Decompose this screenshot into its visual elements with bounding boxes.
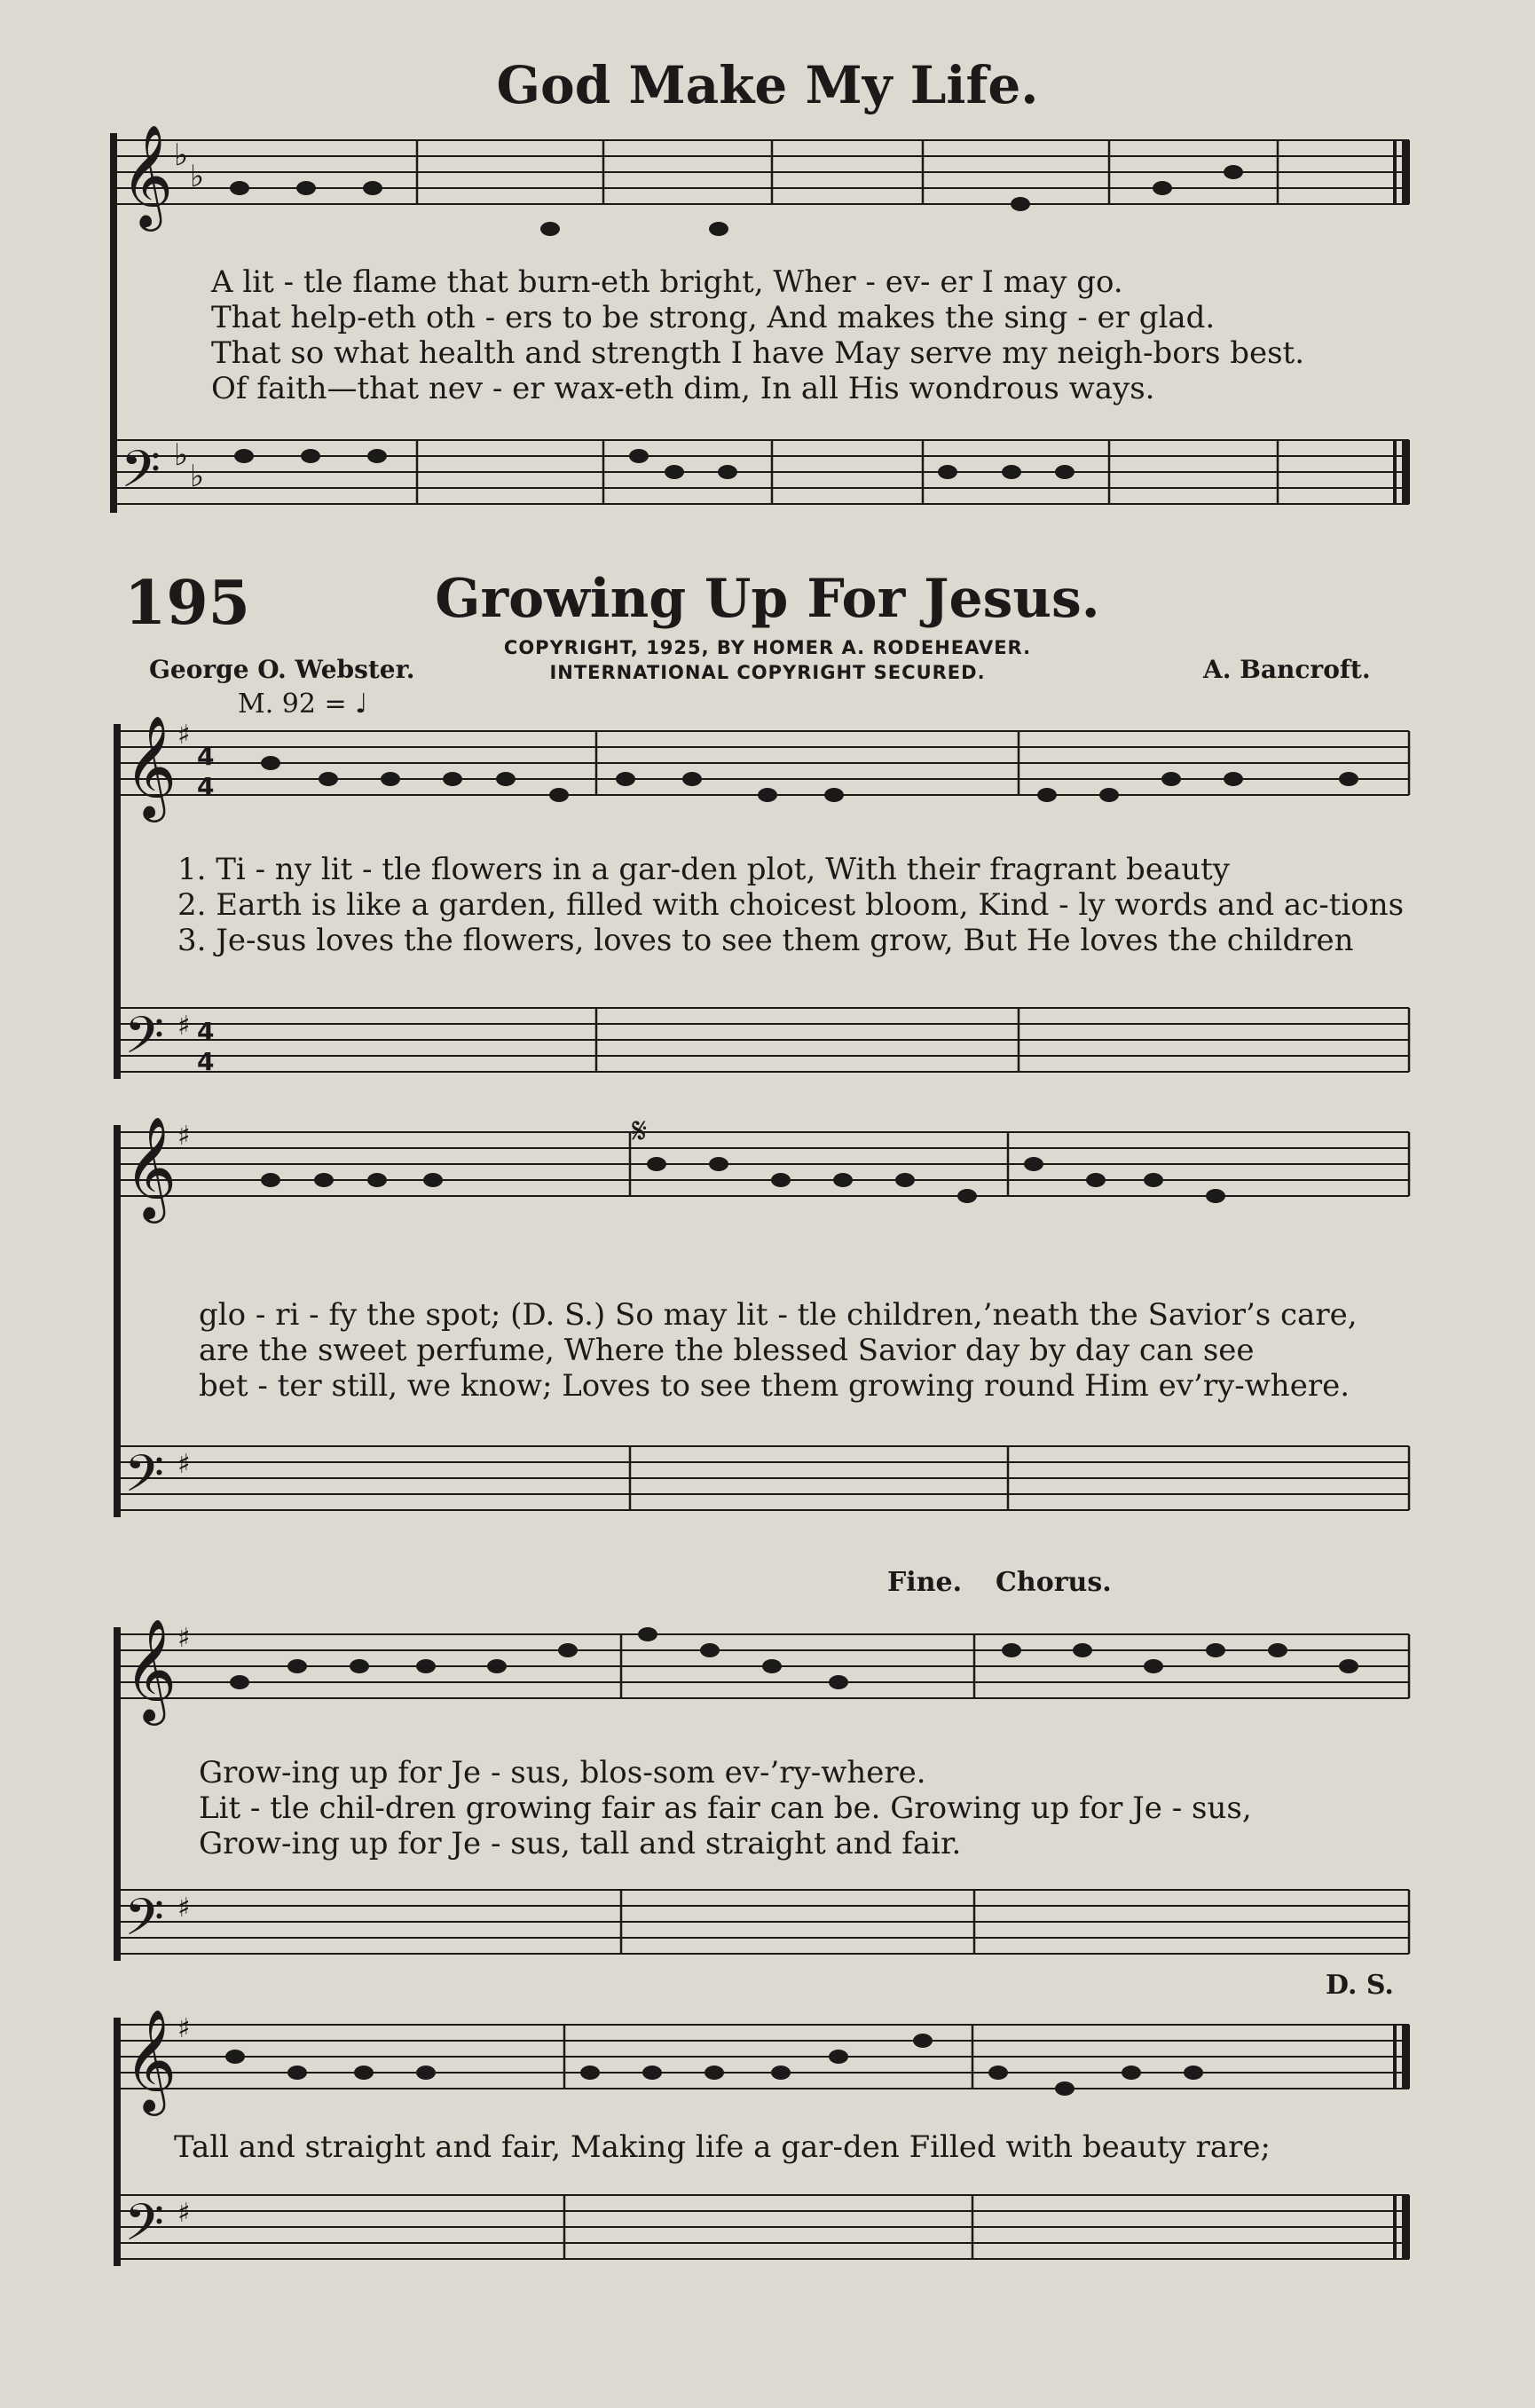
lyricist: George O. Webster. <box>149 655 415 684</box>
prev-verse-4: Of faith—that nev - er wax-eth dim, In all His wondrous ways. <box>211 371 1155 406</box>
svg-text:♯: ♯ <box>177 1449 191 1480</box>
previous-hymn-title: God Make My Life. <box>496 55 1039 115</box>
copyright-line-1: COPYRIGHT, 1925, BY HOMER A. RODEHEAVER. <box>503 637 1032 658</box>
svg-text:♯: ♯ <box>177 1623 191 1654</box>
svg-text:4: 4 <box>197 1017 215 1046</box>
svg-text:𝄢: 𝄢 <box>124 2192 165 2265</box>
svg-text:4: 4 <box>197 742 215 771</box>
system4-verse-1: Tall and straight and fair, Making life a gar-den Filled with beauty rare; <box>174 2129 1271 2165</box>
system1-verse-3: 3. Je-sus loves the flowers, loves to see them grow, But He loves the children <box>177 923 1354 958</box>
svg-text:𝄞: 𝄞 <box>124 1617 177 1721</box>
ds-label: D. S. <box>1326 1970 1394 2001</box>
svg-text:♭: ♭ <box>190 159 205 194</box>
svg-text:♭: ♭ <box>174 138 189 173</box>
system2-verse-2: are the sweet perfume, Where the blessed Savior day by day can see <box>199 1333 1255 1368</box>
system3-verse-3: Grow-ing up for Je - sus, tall and straight and fair. <box>199 1826 962 1861</box>
prev-verse-2: That help-eth oth - ers to be strong, And makes the sing - er glad. <box>211 300 1216 335</box>
svg-text:𝄢: 𝄢 <box>124 1005 165 1078</box>
svg-text:𝄞: 𝄞 <box>124 714 177 818</box>
svg-text:𝄢: 𝄢 <box>124 1444 165 1516</box>
system2-verse-1: glo - ri - fy the spot; (D. S.) So may lit - tle children,’neath the Savior’s care, <box>199 1297 1358 1333</box>
hymn-title: Growing Up For Jesus. <box>435 568 1100 630</box>
svg-text:𝄋: 𝄋 <box>632 1111 648 1152</box>
svg-text:♯: ♯ <box>177 2198 191 2229</box>
svg-text:♯: ♯ <box>177 720 191 751</box>
svg-text:♭: ♭ <box>174 437 189 473</box>
svg-text:𝄞: 𝄞 <box>121 123 174 227</box>
svg-text:♭: ♭ <box>190 459 205 494</box>
svg-text:4: 4 <box>197 772 215 801</box>
svg-text:♯: ♯ <box>177 2013 191 2044</box>
tempo-marking: M. 92 = ♩ <box>238 689 368 720</box>
system3-verse-1: Grow-ing up for Je - sus, blos-som ev-’ry-where. <box>199 1755 926 1790</box>
svg-text:𝄞: 𝄞 <box>124 1115 177 1219</box>
svg-text:𝄢: 𝄢 <box>124 1887 165 1960</box>
svg-text:♯: ♯ <box>177 1121 191 1152</box>
hymn-number: 195 <box>124 568 250 639</box>
svg-text:♯: ♯ <box>177 1893 191 1924</box>
svg-text:𝄞: 𝄞 <box>124 2008 177 2112</box>
copyright-line-2: INTERNATIONAL COPYRIGHT SECURED. <box>549 662 986 683</box>
system1-verse-1: 1. Ti - ny lit - tle flowers in a gar-den plot, With their fragrant beauty <box>177 852 1230 887</box>
fine-label: Fine. <box>887 1567 963 1598</box>
svg-text:♯: ♯ <box>177 1011 191 1042</box>
prev-verse-3: That so what health and strength I have May serve my neigh-bors best. <box>211 335 1305 371</box>
composer: A. Bancroft. <box>1203 655 1371 684</box>
system1-verse-2: 2. Earth is like a garden, filled with choicest bloom, Kind - ly words and ac-tions <box>177 887 1405 923</box>
svg-text:4: 4 <box>197 1047 215 1076</box>
prev-verse-1: A lit - tle flame that burn-eth bright, Wher - ev- er I may go. <box>211 264 1123 300</box>
svg-text:𝄢: 𝄢 <box>121 439 161 512</box>
chorus-label: Chorus. <box>996 1567 1112 1598</box>
system2-verse-3: bet - ter still, we know; Loves to see them growing round Him ev’ry-where. <box>199 1368 1350 1404</box>
system3-verse-2: Lit - tle chil-dren growing fair as fair can be. Growing up for Je - sus, <box>199 1790 1252 1826</box>
